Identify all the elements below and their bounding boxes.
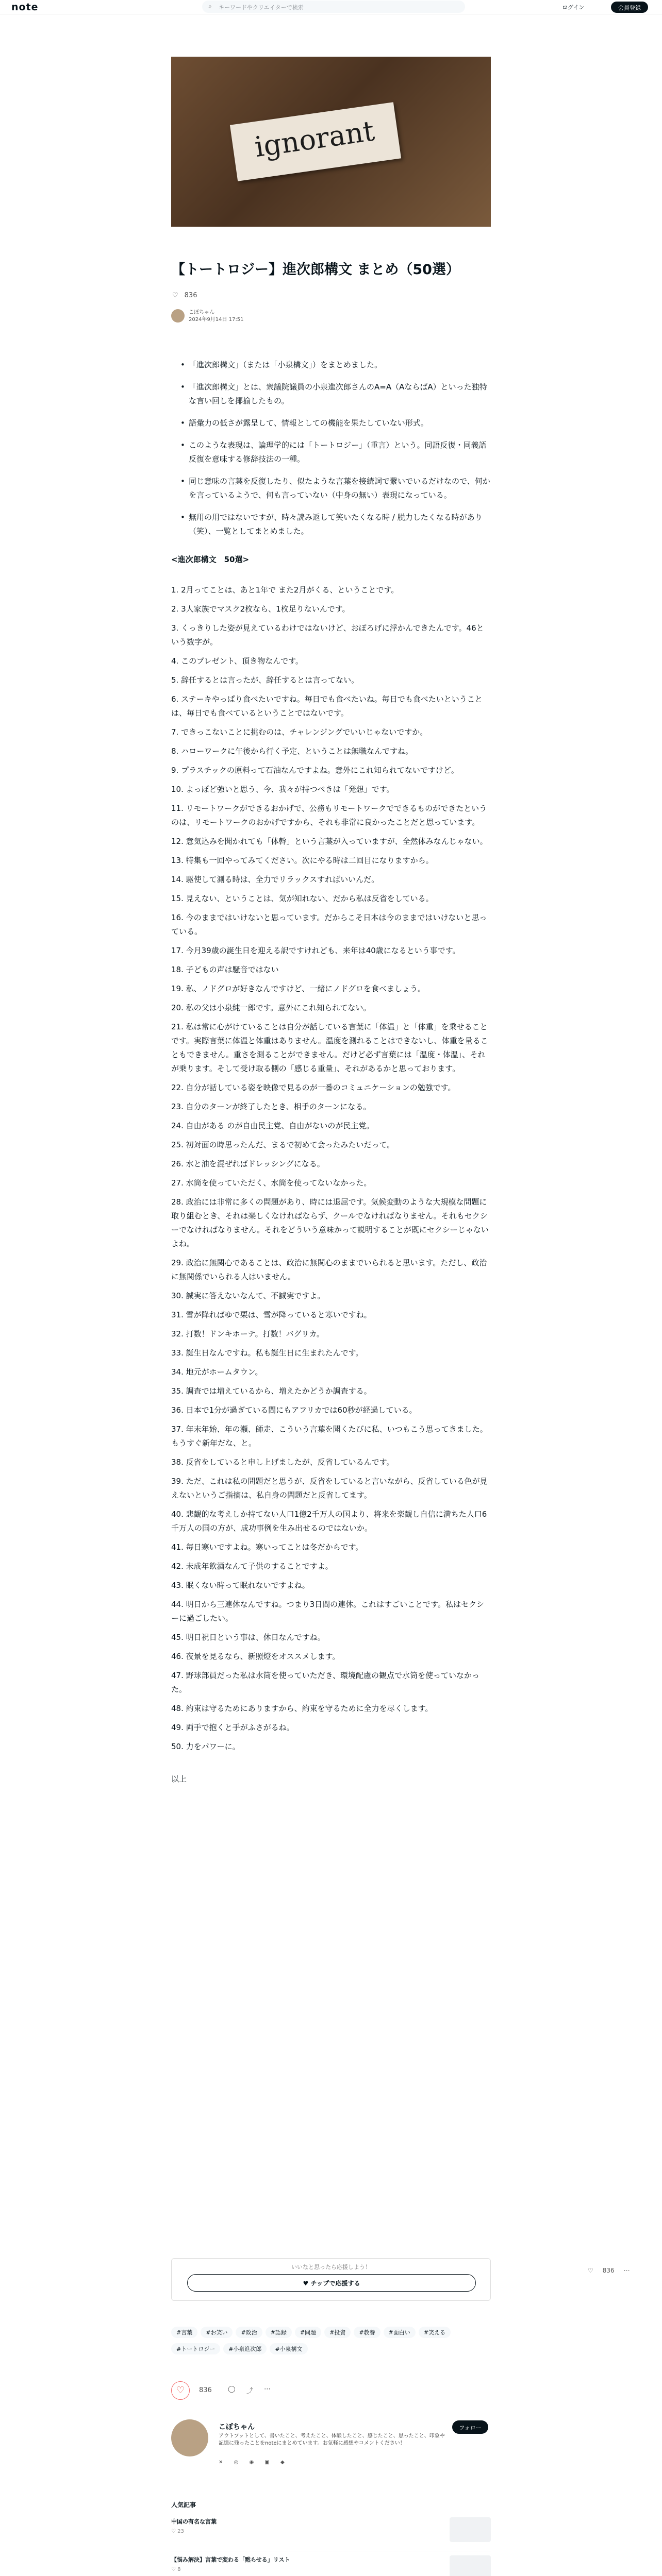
phrase-item: 35. 調査では増えているから、増えたかどうか調査する。 bbox=[171, 1386, 372, 1396]
like-button[interactable]: ♡ bbox=[171, 2381, 190, 2400]
author-avatar[interactable] bbox=[171, 309, 185, 323]
floating-like-count: 836 bbox=[602, 2267, 615, 2274]
hashtag[interactable]: #お笑い bbox=[201, 2327, 233, 2338]
phrase-item: 14. 駆使して測る時は、全力でリラックスすればいいんだ。 bbox=[171, 875, 379, 884]
phrase-item: 17. 今月39歳の誕生日を迎える訳ですけれども、来年は40歳になるという事です。 bbox=[171, 946, 460, 955]
author-row[interactable] bbox=[171, 309, 244, 324]
intro-bullet: • 無用の用ではないですが、時々読み返して笑いたくなる時 / 脱力したくなる時があり（笑）、一覧としてまとめました。 bbox=[180, 511, 491, 538]
phrase-item: 31. 雪が降ればゆで栗は、雪が降っていると寒いですね。 bbox=[171, 1310, 372, 1319]
search-icon: ⌕ bbox=[208, 3, 212, 10]
hashtag[interactable]: #小泉進次郎 bbox=[223, 2343, 267, 2354]
phrase-item: 42. 未成年飲酒なんて子供のすることですよ。 bbox=[171, 1562, 333, 1571]
phrase-item: 39. ただ、これは私の問題だと思うが、反省をしていると言いながら、反省している色が見えないというご指摘は、私自身の問題だと反省してます。 bbox=[171, 1477, 488, 1500]
phrase-item: 41. 毎日寒いですよね。寒いってことは冬だからです。 bbox=[171, 1543, 363, 1552]
phrase-item: 28. 政治には非常に多くの問題があり、時には退屈です。気候変動のような大規模な問題に取り組むとき、それは楽しくなければならず、クールでなければなりません。それもセクシーでなければなりません。それをどういう意味かって説明することが既にセクシーじゃないよね。 bbox=[171, 1197, 489, 1248]
popular-item[interactable] bbox=[171, 2555, 491, 2576]
hashtag[interactable]: #面白い bbox=[384, 2327, 416, 2338]
phrase-list bbox=[171, 583, 491, 1754]
like-count-top[interactable]: ♡ 836 bbox=[172, 292, 197, 299]
login-link[interactable]: ログイン bbox=[562, 4, 585, 11]
intro-bullet: • 語彙力の低さが露呈して、情報としての機能を果たしていない形式。 bbox=[180, 416, 491, 430]
phrase-item: 7. できっこないことに挑むのは、チャレンジングでいいじゃないですか。 bbox=[171, 727, 428, 737]
social-icons[interactable]: ✕ ◎ ◉ ▣ ◆ bbox=[219, 2460, 289, 2465]
phrase-item: 9. プラスチックの原料って石油なんですよね。意外にこれ知られてないですけど。 bbox=[171, 766, 459, 775]
phrase-item: 45. 明日祝日という事は、休日なんですね。 bbox=[171, 1633, 325, 1642]
list-heading: <進次郎構文 50選> bbox=[171, 555, 250, 564]
hashtag[interactable]: #小泉構文 bbox=[270, 2343, 307, 2354]
phrase-item: 26. 水と油を混ぜればドレッシングになる。 bbox=[171, 1159, 325, 1168]
tip-button[interactable]: ♥ チップで応援する bbox=[187, 2274, 476, 2292]
phrase-item: 50. 力をパワーに。 bbox=[171, 1742, 240, 1751]
phrase-item: 11. リモートワークができるおかげで、公務もリモートワークでできるものができたというのは、リモートワークのおかげですから、それも非常に良かったことだと思っています。 bbox=[171, 804, 487, 827]
popular-title: 【悩み解決】言葉で変わる「黙らせる」リスト bbox=[171, 2556, 290, 2563]
phrase-item: 49. 両手で抱くと手がふさがるね。 bbox=[171, 1723, 294, 1732]
popular-thumb bbox=[450, 2517, 491, 2542]
phrase-item: 37. 年末年始、年の瀬、師走、こういう言葉を聞くたびに私、いつもこう思ってきました。もうすぐ新年だな、と。 bbox=[171, 1425, 488, 1448]
intro-list bbox=[180, 358, 491, 538]
phrase-item: 24. 自由がある のが自由民主党、自由がないのが民主党。 bbox=[171, 1121, 374, 1130]
popular-thumb bbox=[450, 2555, 491, 2576]
search-input[interactable] bbox=[202, 1, 465, 13]
phrase-item: 32. 打数！ドンキホーテ。打数！バグリカ。 bbox=[171, 1329, 324, 1338]
popular-hearts: ♡ 8 bbox=[171, 2567, 181, 2572]
phrase-item: 18. 子どもの声は騒音ではない bbox=[171, 965, 279, 974]
heart-icon: ♡ bbox=[588, 2267, 593, 2274]
phrase-item: 43. 眠くない時って眠れないですよね。 bbox=[171, 1581, 310, 1590]
phrase-item: 15. 見えない、ということは、気が知れない、だから私は反省をしている。 bbox=[171, 894, 434, 903]
popular-heading: 人気記事 bbox=[171, 2501, 196, 2509]
action-bar bbox=[171, 2381, 491, 2402]
follow-button[interactable]: フォロー bbox=[452, 2420, 488, 2434]
popular-title: 中国の有名な言葉 bbox=[171, 2518, 217, 2525]
hashtag[interactable]: #トートロジー bbox=[171, 2343, 220, 2354]
profile-avatar[interactable] bbox=[171, 2419, 208, 2456]
hero-word: ignorant bbox=[252, 114, 377, 164]
popular-hearts: ♡ 23 bbox=[171, 2529, 184, 2534]
intro-bullet: • 「進次郎構文」（または「小泉構文」）をまとめました。 bbox=[180, 358, 491, 372]
popular-item[interactable] bbox=[171, 2517, 491, 2551]
author-name[interactable]: こぼちゃん bbox=[189, 310, 214, 315]
phrase-item: 47. 野球部員だった私は水筒を使っていただき、環境配慮の観点で水筒を使っていなかった。 bbox=[171, 1671, 480, 1694]
phrase-item: 21. 私は常に心がけていることは自分が話している言葉に「体温」と「体重」を乗せることです。実際言葉に体温と体重はありません。温度を測れることはできないし、体重を量ることもできません。重さを測ることができません。だけど必ず言葉には「温度・体温」、それが乗ります。そして受け取る側の「感じる重量」、それがあるかと思っております。 bbox=[171, 1022, 488, 1073]
profile-bio: アウトプットとして、書いたこと、考えたこと、体験したこと、感じたこと、思ったこと、印象や記憶に残ったことをnoteにまとめています。お気軽に感想やコメントください！ bbox=[219, 2433, 445, 2446]
hashtag[interactable]: #投資 bbox=[324, 2327, 351, 2338]
phrase-item: 10. よっぽど強いと思う、今、我々が持つべきは「発想」です。 bbox=[171, 785, 394, 794]
phrase-item: 1. 2月ってことは、あと1年で また2月がくる、ということです。 bbox=[171, 585, 399, 595]
support-question: いいなと思ったら応援しよう！ bbox=[291, 2264, 371, 2270]
support-box bbox=[171, 2258, 491, 2301]
phrase-item: 6. ステーキやっぱり食べたいですね。毎日でも食べたいね。毎日でも食べたいということは、毎日でも食べているということではないです。 bbox=[171, 694, 483, 718]
closing-text: 以上 bbox=[171, 1774, 187, 1784]
phrase-item: 19. 私、ノドグロが好きなんですけど、一緒にノドグロを食べましょう。 bbox=[171, 984, 426, 993]
phrase-item: 4. このプレゼント、頂き物なんです。 bbox=[171, 656, 303, 666]
post-date: 2024年9月14日 17:51 bbox=[189, 317, 244, 323]
article-body bbox=[171, 358, 491, 1786]
phrase-item: 30. 誠実に答えないなんて、不誠実ですよ。 bbox=[171, 1291, 325, 1300]
hashtag[interactable]: #政治 bbox=[236, 2327, 262, 2338]
floating-like[interactable] bbox=[588, 2267, 639, 2274]
share-icon[interactable]: ⤴ bbox=[246, 2387, 254, 2395]
phrase-item: 13. 特集も一回やってみてください。次にやる時は二回目になりますから。 bbox=[171, 856, 434, 865]
phrase-item: 38. 反省をしていると申し上げましたが、反省しているんです。 bbox=[171, 1458, 394, 1467]
phrase-item: 46. 夜景を見るなら、新照燈をオススメします。 bbox=[171, 1652, 340, 1661]
hashtag-list bbox=[171, 2327, 491, 2360]
hashtag[interactable]: #問題 bbox=[295, 2327, 321, 2338]
phrase-item: 20. 私の父は小泉純一郎です。意外にこれ知られてない。 bbox=[171, 1003, 371, 1012]
like-count[interactable]: 836 bbox=[199, 2386, 212, 2394]
article-title: 【トートロジー】進次郎構文 まとめ（50選） bbox=[171, 262, 460, 278]
phrase-item: 27. 水筒を使っていただく、水筒を使ってないなかった。 bbox=[171, 1178, 372, 1188]
phrase-item: 5. 辞任するとは言ったが、辞任するとは言ってない。 bbox=[171, 675, 359, 685]
phrase-item: 16. 今のままではいけないと思っています。だからこそ日本は今のままではいけないと思っている。 bbox=[171, 913, 487, 936]
comment-icon[interactable]: ◯ bbox=[228, 2385, 236, 2393]
signup-button[interactable]: 会員登録 bbox=[611, 2, 648, 13]
site-header bbox=[0, 0, 662, 14]
hashtag[interactable]: #教養 bbox=[354, 2327, 380, 2338]
phrase-item: 34. 地元がホームタウン。 bbox=[171, 1367, 263, 1377]
phrase-item: 12. 意気込みを聞かれても「体幹」という言葉が入っていますが、全然体みなんじゃない。 bbox=[171, 837, 488, 846]
popular-section bbox=[171, 2500, 491, 2576]
phrase-item: 3. くっきりした姿が見えているわけではないけど、おぼろげに浮かんできたんです。46という数字が。 bbox=[171, 623, 484, 647]
hashtag[interactable]: #語録 bbox=[266, 2327, 292, 2338]
hero-image bbox=[171, 57, 491, 227]
profile-name[interactable]: こぼちゃん bbox=[219, 2423, 255, 2431]
hashtag[interactable]: #笑える bbox=[419, 2327, 451, 2338]
hashtag[interactable]: #言葉 bbox=[171, 2327, 197, 2338]
author-profile bbox=[171, 2419, 491, 2466]
phrase-item: 36. 日本で1分が過ぎている間にもアフリカでは60秒が経過している。 bbox=[171, 1405, 417, 1415]
phrase-item: 40. 悲観的な考えしか持てない人口1億2千万人の国より、将来を楽観し自信に満ちた人口6千万人の国の方が、成功事例を生み出せるのではないか。 bbox=[171, 1510, 487, 1533]
phrase-item: 8. ハローワークに午後から行く予定、ということは無職なんですね。 bbox=[171, 747, 413, 756]
phrase-item: 29. 政治に無関心であることは、政治に無関心のままでいられると思います。ただし、政治に無関係でいられる人はいません。 bbox=[171, 1258, 487, 1281]
phrase-item: 25. 初対面の時思ったんだ、まるで初めて会ったみたいだって。 bbox=[171, 1140, 395, 1149]
intro-bullet: • このような表現は、論理学的には「トートロジー」（重言）という。同語反復・同義語反復を意味する修辞技法の一種。 bbox=[180, 438, 491, 466]
more-icon[interactable]: ⋯ bbox=[264, 2385, 271, 2393]
heart-icon: ♡ bbox=[172, 292, 178, 299]
phrase-item: 44. 明日から三連休なんですね。つまり3日間の連休。これはすごいことです。私はセクシーに過ごしたい。 bbox=[171, 1600, 484, 1623]
phrase-item: 33. 誕生日なんですね。私も誕生日に生まれたんです。 bbox=[171, 1348, 363, 1358]
phrase-item: 23. 自分のターンが終了したとき、相手のターンになる。 bbox=[171, 1102, 371, 1111]
note-logo[interactable]: note bbox=[11, 2, 39, 13]
phrase-item: 2. 3人家族でマスク2枚なら、1枚足りないんです。 bbox=[171, 604, 350, 614]
share-icon[interactable]: ⋯ bbox=[623, 2267, 630, 2274]
intro-bullet: • 同じ意味の言葉を反復したり、似たような言葉を接続詞で繋いでいるだけなので、何かを言っているようで、何も言っていない（中身の無い）表現になっている。 bbox=[180, 474, 491, 502]
phrase-item: 48. 約束は守るためにありますから、約束を守るために全力を尽くします。 bbox=[171, 1704, 433, 1713]
phrase-item: 22. 自分が話している姿を映像で見るのが一番のコミュニケーションの勉強です。 bbox=[171, 1083, 456, 1092]
hero-paper bbox=[230, 102, 401, 181]
search-placeholder: キーワードやクリエイターで検索 bbox=[219, 4, 304, 11]
intro-bullet: • 「進次郎構文」とは、衆議院議員の小泉進次郎さんのA=A（AならばA）といった独特な言い回しを揶揄したもの。 bbox=[180, 380, 491, 408]
